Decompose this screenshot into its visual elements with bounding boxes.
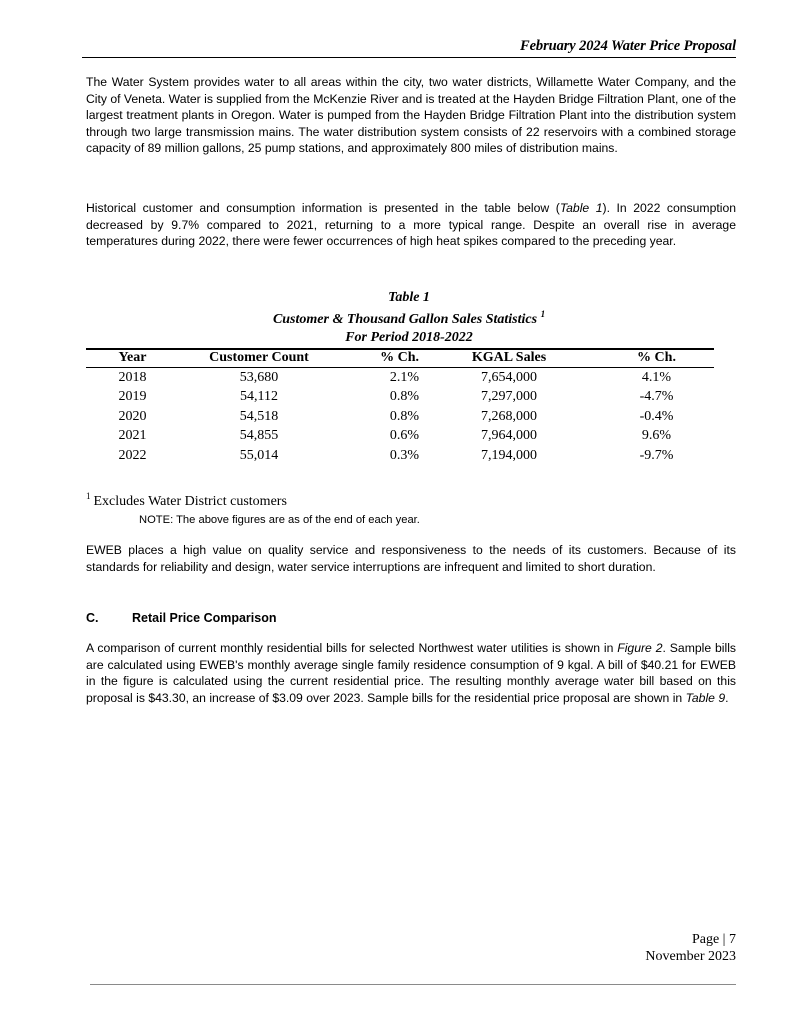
cell-kgal-pct-change: -9.7% — [639, 447, 674, 463]
section-heading-retail-price-comparison — [86, 611, 277, 625]
table-header-row — [86, 349, 714, 367]
historical-text-1: Historical customer and consumption information is presented in the table below ( — [86, 201, 560, 215]
comparison-text-1: A comparison of current monthly residential bills for selected Northwest water utilities is shown in — [86, 641, 618, 655]
table-row — [86, 367, 714, 387]
historical-text-2: ). In 2022 consumption decreased by 9.7% compared to 2021, returning to a more typical range. Despite an overall rise in average temperatures during 2022, there were fewer occurrences of high heat spikes compared to the preceding year. — [86, 201, 736, 249]
footer-divider — [90, 984, 736, 985]
comparison-text-3: . — [725, 690, 729, 705]
table-row — [86, 387, 714, 407]
table-row — [86, 426, 714, 446]
customer-sales-table — [86, 348, 714, 465]
footnote-text: Excludes Water District customers — [93, 494, 287, 509]
cell-kgal-pct-change: -0.4% — [639, 408, 674, 424]
cell-customer-pct-change: 0.8% — [389, 389, 419, 404]
cell-year: 2020 — [118, 408, 147, 424]
table-title — [82, 311, 736, 329]
cell-kgal-sales: 7,297,000 — [481, 389, 537, 404]
cell-customer-pct-change: 2.1% — [389, 369, 419, 385]
cell-customer-pct-change: 0.3% — [389, 447, 419, 463]
cell-kgal-sales: 7,654,000 — [481, 369, 537, 385]
section-title: Retail Price Comparison — [132, 611, 277, 625]
service-paragraph: EWEB places a high value on quality service and responsiveness to the needs of its customers. Because of its standards for reliability and design, water service interruptions are infrequent and limited to short duration. — [86, 543, 736, 574]
col-header-kgal-pct-change: % Ch. — [599, 349, 714, 367]
comparison-paragraph — [86, 640, 736, 706]
table-label: Table 1 — [388, 290, 430, 305]
system-overview-paragraph: The Water System provides water to all areas within the city, two water districts, Willamette Water Company, and the City of Veneta. Water is supplied from the McKenzie River and is treated at the Hayden Bridge Filtration Plant, one of the largest treatment plants in Oregon. Water is pumped from the Hayden Bridge Filtration Plant into the distribution system through two large transmission mains. The water distribution system consists of 22 reservoirs with a combined storage capacity of 89 million gallons, 25 pump stations, and approximately 800 miles of distribution mains. — [86, 75, 736, 156]
cell-customer-count: 55,014 — [239, 447, 279, 463]
cell-kgal-pct-change: -4.7% — [639, 389, 674, 404]
table-period: For Period 2018-2022 — [345, 330, 473, 345]
col-header-year: Year — [86, 349, 179, 367]
figure-2-reference: Figure 2 — [617, 641, 663, 655]
cell-customer-count: 54,112 — [240, 389, 278, 404]
section-letter: C. — [86, 611, 99, 625]
cell-customer-count: 54,855 — [239, 428, 279, 443]
table-9-reference: Table 9 — [685, 690, 726, 705]
cell-customer-count: 54,518 — [239, 408, 279, 424]
table-title-footnote-marker: 1 — [540, 309, 546, 319]
cell-year: 2019 — [118, 389, 147, 404]
col-header-customer-pct-change: % Ch. — [339, 349, 419, 367]
cell-kgal-sales: 7,194,000 — [481, 447, 537, 463]
col-header-customer-count: Customer Count — [179, 349, 339, 367]
cell-kgal-sales: 7,964,000 — [481, 428, 537, 443]
cell-year: 2021 — [118, 428, 147, 443]
footnote-marker: 1 — [86, 491, 91, 501]
historical-paragraph — [86, 200, 736, 250]
cell-kgal-pct-change: 9.6% — [641, 428, 672, 443]
footer-date: November 2023 — [645, 949, 736, 964]
cell-customer-pct-change: 0.6% — [389, 428, 419, 443]
table-footnote — [86, 491, 287, 510]
table-note: NOTE: The above figures are as of the end of each year. — [139, 514, 420, 526]
running-header: February 2024 Water Price Proposal — [520, 38, 736, 54]
cell-customer-pct-change: 0.8% — [389, 408, 419, 424]
cell-year: 2018 — [118, 369, 147, 385]
cell-customer-count: 53,680 — [239, 369, 279, 385]
comparison-text-2: . Sample bills are calculated using EWEB's monthly average single family residence consumption of 9 kgal. A bill of $40.21 for EWEB in the figure is calculated using the current residential price. The resulting monthly average water bill based on this proposal is $43.30, an increase of $3.09 over 2023. Sample bills for the residential price proposal are shown in — [86, 641, 736, 705]
page-number: Page | 7 — [691, 932, 736, 947]
table-row — [86, 407, 714, 427]
table-1-reference: Table 1 — [559, 201, 603, 215]
header-divider — [82, 57, 736, 58]
col-header-kgal-sales: KGAL Sales — [419, 349, 599, 367]
table-title-text: Customer & Thousand Gallon Sales Statistics — [272, 312, 538, 327]
cell-kgal-pct-change: 4.1% — [641, 369, 672, 385]
cell-kgal-sales: 7,268,000 — [481, 408, 537, 424]
cell-year: 2022 — [118, 447, 147, 463]
table-row — [86, 446, 714, 466]
